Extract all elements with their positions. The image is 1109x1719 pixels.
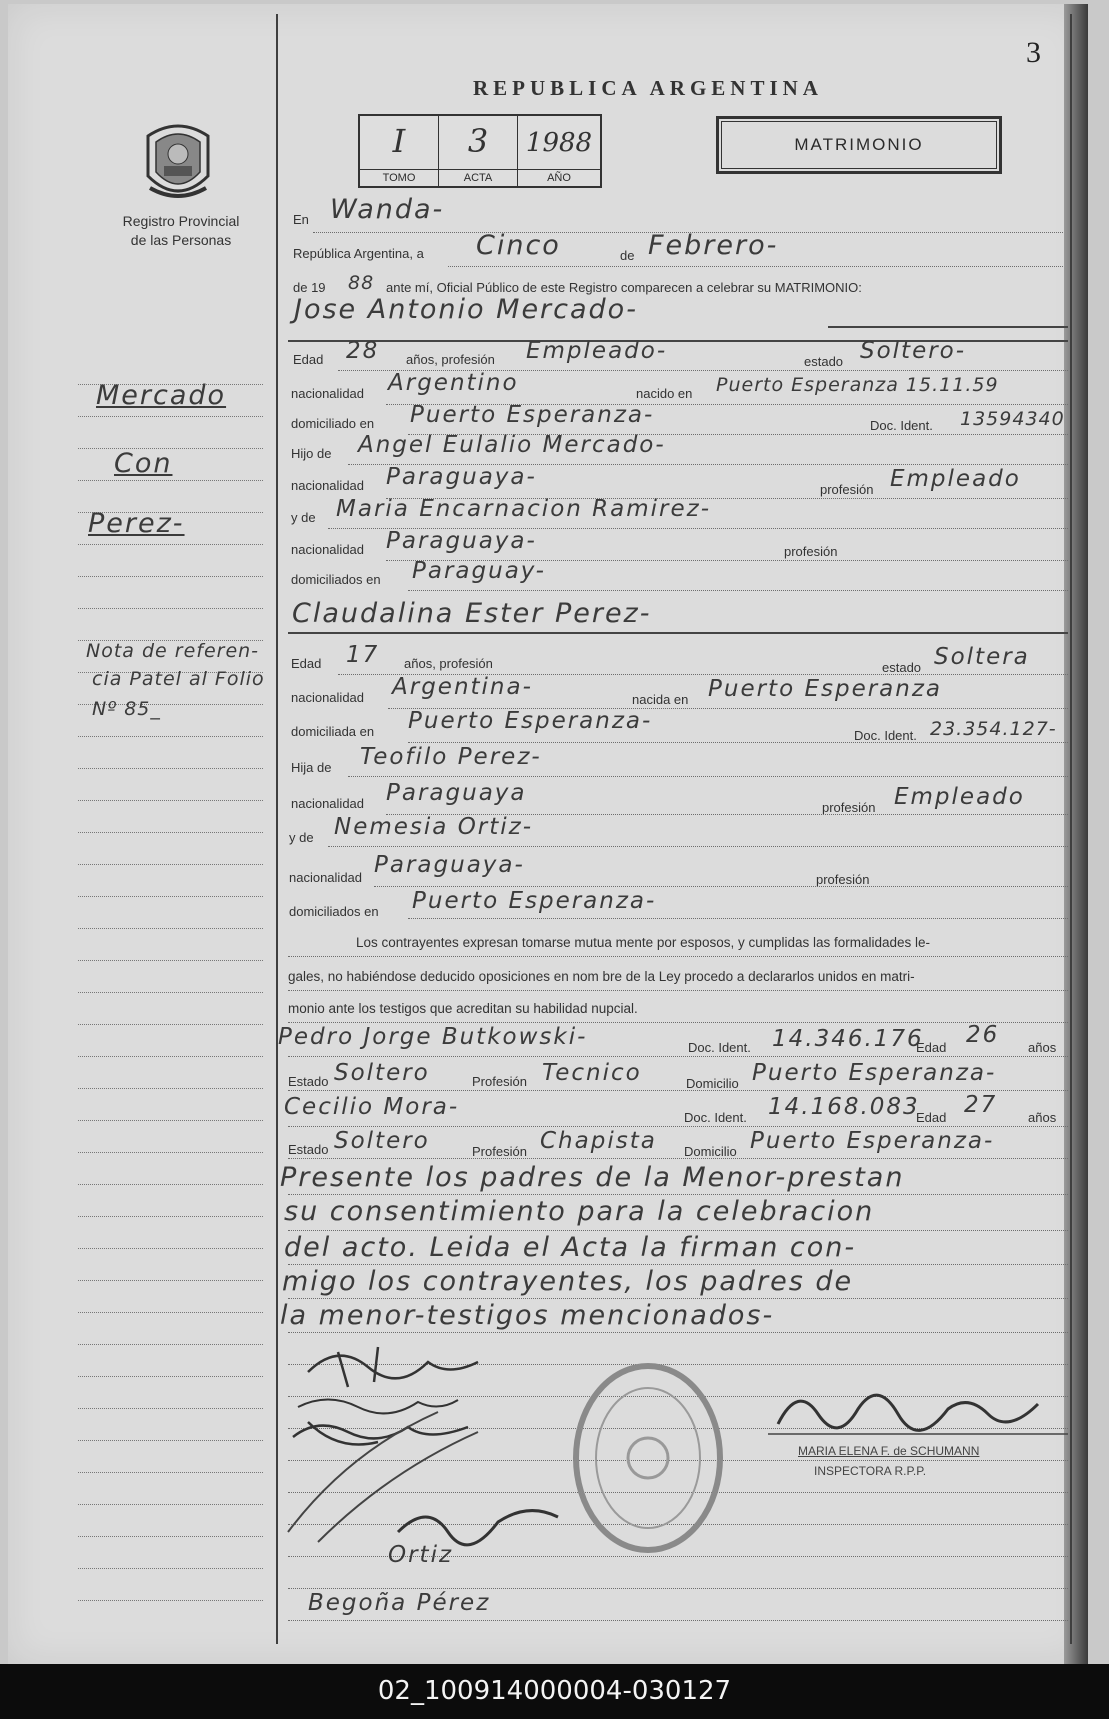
witness2-name: Cecilio Mora- bbox=[284, 1094, 460, 1120]
certificate-page bbox=[8, 4, 1088, 1664]
bride-nacionalidad-label: nacionalidad bbox=[291, 690, 365, 705]
bride-doc-value: 23.354.127- bbox=[930, 718, 1057, 740]
tomo-value: I bbox=[392, 122, 406, 160]
closing-line3: del acto. Leida el Acta la firman con- bbox=[284, 1232, 857, 1263]
closing-line1: Presente los padres de la Menor-prestan bbox=[280, 1162, 905, 1193]
bride-domicilio-value: Puerto Esperanza- bbox=[408, 708, 653, 734]
tomo-caption: TOMO bbox=[360, 169, 438, 186]
groom-profesion-value: Empleado- bbox=[526, 338, 668, 364]
witness1-anos-label: años bbox=[1028, 1040, 1057, 1055]
bride-nacida-value: Puerto Esperanza bbox=[708, 676, 943, 702]
en-label: En bbox=[293, 212, 309, 227]
republic-heading: REPUBLICA ARGENTINA bbox=[473, 76, 823, 100]
bride-father-prof-label: profesión bbox=[822, 800, 876, 815]
acta-cell bbox=[439, 116, 518, 186]
margin-reference-line1: Nota de referen- bbox=[86, 640, 260, 662]
signature-ortiz: Ortiz bbox=[388, 1542, 454, 1568]
groom-mother-nac-value: Paraguaya- bbox=[386, 528, 537, 554]
bride-profesion-label: años, profesión bbox=[404, 656, 493, 671]
groom-edad-value: 28 bbox=[346, 338, 380, 364]
groom-mother-name: Maria Encarnacion Ramirez- bbox=[336, 496, 712, 522]
witness2-doc-value: 14.168.083 bbox=[768, 1094, 920, 1120]
rule bbox=[288, 956, 1068, 957]
groom-hijo-label: Hijo de bbox=[291, 446, 332, 461]
groom-name: Jose Antonio Mercado- bbox=[294, 294, 638, 325]
signature-perez: Begoña Pérez bbox=[308, 1590, 491, 1616]
inspector-name: MARIA ELENA F. de SCHUMANN bbox=[798, 1444, 980, 1458]
witness2-profesion-value: Chapista bbox=[540, 1128, 657, 1154]
bride-edad-value: 17 bbox=[346, 642, 380, 668]
tomo-cell bbox=[360, 116, 439, 186]
groom-father-nac-label: nacionalidad bbox=[291, 478, 365, 493]
rule bbox=[288, 1158, 1068, 1159]
margin-groom-surname: Mercado bbox=[96, 380, 227, 411]
rule bbox=[448, 266, 1063, 267]
bride-father-nac-label: nacionalidad bbox=[291, 796, 365, 811]
anio-cell bbox=[518, 116, 600, 186]
bride-mother-nac-value: Paraguaya- bbox=[374, 852, 525, 878]
bride-doc-label: Doc. Ident. bbox=[854, 728, 917, 743]
witness1-doc-value: 14.346.176 bbox=[772, 1026, 924, 1052]
witness1-edad-value: 26 bbox=[966, 1022, 1000, 1048]
groom-parents-dom-value: Paraguay- bbox=[412, 558, 546, 584]
groom-father-prof-value: Empleado bbox=[890, 466, 1021, 492]
bride-name: Claudalina Ester Perez- bbox=[292, 598, 652, 629]
bride-parents-dom-value: Puerto Esperanza- bbox=[412, 888, 657, 914]
witness1-doc-label: Doc. Ident. bbox=[688, 1040, 751, 1055]
rule bbox=[288, 1126, 1068, 1127]
rule bbox=[374, 886, 1068, 887]
witness2-domicilio-value: Puerto Esperanza- bbox=[750, 1128, 995, 1154]
signatures-scribble bbox=[278, 1332, 598, 1632]
acta-value: 3 bbox=[467, 122, 489, 160]
acta-caption: ACTA bbox=[439, 169, 517, 186]
rule bbox=[348, 776, 1068, 777]
bride-hija-label: Hija de bbox=[291, 760, 332, 775]
groom-domicilio-label: domiciliado en bbox=[291, 416, 375, 431]
document-type-box: MATRIMONIO bbox=[716, 116, 1002, 174]
bride-father-nac-value: Paraguaya bbox=[386, 780, 527, 806]
closing-line4: migo los contrayentes, los padres de bbox=[282, 1266, 854, 1297]
groom-nacionalidad-value: Argentino bbox=[388, 370, 519, 396]
inspector-title: INSPECTORA R.P.P. bbox=[814, 1464, 927, 1478]
registry-label-line1: Registro Provincial bbox=[122, 213, 240, 229]
groom-estado-value: Soltero- bbox=[860, 338, 967, 364]
rule bbox=[288, 1194, 1068, 1195]
intro-text: ante mí, Oficial Público de este Registro comparecen a celebrar su MATRIMONIO: bbox=[386, 280, 862, 295]
anio-value: 1988 bbox=[525, 128, 593, 158]
witness1-name: Pedro Jorge Butkowski- bbox=[278, 1024, 588, 1050]
place-value: Wanda- bbox=[330, 194, 445, 225]
rule bbox=[288, 1298, 1068, 1299]
groom-nacionalidad-label: nacionalidad bbox=[291, 386, 365, 401]
groom-profesion-label: años, profesión bbox=[406, 352, 495, 367]
registry-label bbox=[86, 212, 276, 250]
margin-bride-surname: Perez- bbox=[88, 508, 185, 539]
provincial-seal-icon bbox=[138, 116, 218, 206]
bride-mother-prof-label: profesión bbox=[816, 872, 870, 887]
de-label: de bbox=[620, 248, 635, 263]
groom-nacido-label: nacido en bbox=[636, 386, 693, 401]
witness2-estado-label: Estado bbox=[288, 1142, 329, 1157]
witness1-edad-label: Edad bbox=[916, 1040, 947, 1055]
bride-nacida-label: nacida en bbox=[632, 692, 689, 707]
witness2-edad-label: Edad bbox=[916, 1110, 947, 1125]
groom-mother-prof-label: profesión bbox=[784, 544, 838, 559]
year-value: 88 bbox=[348, 272, 375, 294]
year-prefix: de 19 bbox=[293, 280, 326, 295]
groom-mother-nac-label: nacionalidad bbox=[291, 542, 365, 557]
declaration-line2: gales, no habiéndose deducido oposiciones en nom bre de la Ley procedo a declararlos unidos en matri- bbox=[288, 969, 915, 984]
groom-doc-label: Doc. Ident. bbox=[870, 418, 933, 433]
bride-domicilio-label: domiciliada en bbox=[291, 724, 375, 739]
bride-edad-label: Edad bbox=[291, 656, 322, 671]
margin-reference-line3: Nº 85_ bbox=[92, 698, 161, 720]
bride-mother-name: Nemesia Ortiz- bbox=[334, 814, 534, 840]
witness2-estado-value: Soltero bbox=[334, 1128, 430, 1154]
rule bbox=[408, 590, 1068, 591]
footer-image-code: 02_100914000004-030127 bbox=[0, 1664, 1109, 1719]
witness2-anos-label: años bbox=[1028, 1110, 1057, 1125]
margin-reference-line2: cia Patel al Folio bbox=[92, 668, 265, 690]
groom-edad-label: Edad bbox=[293, 352, 324, 367]
margin-con: Con bbox=[114, 448, 173, 479]
groom-doc-value: 13594340 bbox=[960, 408, 1065, 430]
rule bbox=[328, 846, 1068, 847]
bride-estado-value: Soltera bbox=[934, 644, 1030, 670]
bride-yde-label: y de bbox=[289, 830, 314, 845]
groom-father-name: Angel Eulalio Mercado- bbox=[358, 432, 666, 458]
inspector-signature-icon bbox=[768, 1374, 1078, 1444]
groom-domicilio-value: Puerto Esperanza- bbox=[410, 402, 655, 428]
record-number-box bbox=[358, 114, 602, 188]
day-value: Cinco bbox=[476, 230, 561, 261]
anio-caption: AÑO bbox=[518, 169, 600, 186]
rule bbox=[288, 1230, 1068, 1231]
bride-nacionalidad-value: Argentina- bbox=[392, 674, 533, 700]
groom-father-prof-label: profesión bbox=[820, 482, 874, 497]
groom-estado-label: estado bbox=[804, 354, 844, 369]
closing-line5: la menor-testigos mencionados- bbox=[280, 1300, 775, 1331]
bride-mother-nac-label: nacionalidad bbox=[289, 870, 363, 885]
rule bbox=[408, 918, 1068, 919]
rule bbox=[288, 1264, 1068, 1265]
rule bbox=[288, 1090, 1068, 1091]
groom-nacido-value: Puerto Esperanza 15.11.59 bbox=[716, 374, 999, 396]
bride-parents-dom-label: domiciliados en bbox=[289, 904, 379, 919]
closing-line2: su consentimiento para la celebracion bbox=[284, 1196, 875, 1227]
witness2-edad-value: 27 bbox=[964, 1092, 998, 1118]
rule bbox=[408, 742, 1068, 743]
witness2-domicilio-label: Domicilio bbox=[684, 1144, 737, 1159]
official-stamp-icon bbox=[568, 1358, 728, 1558]
declaration-line1: Los contrayentes expresan tomarse mutua mente por esposos, y cumplidas las formalidades le- bbox=[356, 935, 931, 950]
groom-parents-dom-label: domiciliados en bbox=[291, 572, 381, 587]
registry-label-line2: de las Personas bbox=[130, 232, 232, 248]
republica-label: República Argentina, a bbox=[293, 246, 424, 261]
declaration-line3: monio ante los testigos que acreditan su habilidad nupcial. bbox=[288, 1001, 638, 1016]
rule bbox=[288, 1022, 1068, 1023]
witness2-doc-label: Doc. Ident. bbox=[684, 1110, 747, 1125]
rule bbox=[288, 990, 1068, 991]
witness1-profesion-label: Profesión bbox=[472, 1074, 527, 1089]
witness1-domicilio-value: Puerto Esperanza- bbox=[752, 1060, 997, 1086]
rule bbox=[828, 326, 1068, 328]
groom-father-nac-value: Paraguaya- bbox=[386, 464, 537, 490]
bride-estado-label: estado bbox=[882, 660, 922, 675]
groom-yde-label: y de bbox=[291, 510, 316, 525]
page-number: 3 bbox=[1026, 36, 1041, 69]
witness1-estado-label: Estado bbox=[288, 1074, 329, 1089]
witness2-profesion-label: Profesión bbox=[472, 1144, 527, 1159]
witness1-profesion-value: Tecnico bbox=[542, 1060, 642, 1086]
witness1-estado-value: Soltero bbox=[334, 1060, 430, 1086]
rule bbox=[288, 632, 1068, 634]
month-value: Febrero- bbox=[648, 230, 779, 261]
rule bbox=[288, 1056, 1068, 1057]
witness1-domicilio-label: Domicilio bbox=[686, 1076, 739, 1091]
bride-father-prof-value: Empleado bbox=[894, 784, 1025, 810]
bride-father-name: Teofilo Perez- bbox=[360, 744, 542, 770]
